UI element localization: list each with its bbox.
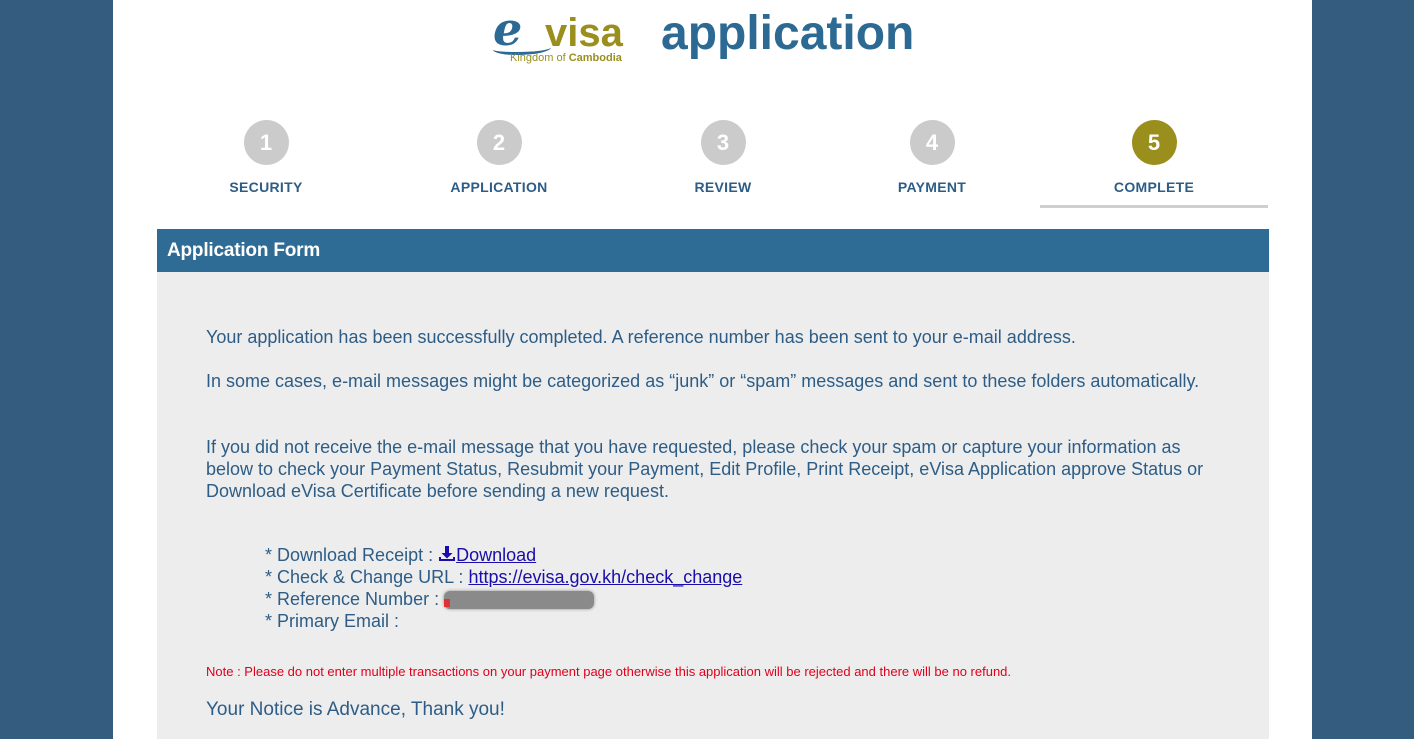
reference-row bbox=[265, 588, 742, 610]
receipt-row bbox=[265, 544, 742, 566]
logo-sub-country: Cambodia bbox=[568, 52, 622, 64]
email-label: * Primary Email : bbox=[265, 611, 400, 631]
step-label: APPLICATION bbox=[450, 179, 548, 195]
step-label: PAYMENT bbox=[897, 179, 967, 195]
app-title: application bbox=[661, 7, 915, 60]
form-body bbox=[157, 272, 1269, 739]
step-payment bbox=[832, 120, 1032, 195]
step-label: REVIEW bbox=[694, 179, 752, 195]
step-complete bbox=[1054, 120, 1254, 195]
logo-e: e bbox=[493, 2, 523, 56]
redacted-reference-number bbox=[444, 591, 594, 609]
step-number-circle: 2 bbox=[477, 120, 522, 165]
logo-subtitle bbox=[510, 52, 622, 64]
step-number-circle: 4 bbox=[910, 120, 955, 165]
step-number-circle: 5 bbox=[1132, 120, 1177, 165]
logo-visa: visa bbox=[545, 11, 623, 55]
download-link-text: Download bbox=[456, 545, 537, 565]
success-message: Your application has been successfully completed. A reference number has been sent to your e-mail address. bbox=[206, 327, 1076, 347]
download-receipt-link[interactable] bbox=[438, 545, 536, 565]
thank-you-message: Your Notice is Advance, Thank you! bbox=[206, 699, 505, 720]
logo-sub-prefix: Kingdom of bbox=[510, 52, 566, 64]
download-icon bbox=[438, 545, 456, 563]
spam-notice: In some cases, e-mail messages might be categorized as “junk” or “spam” messages and sent to these folders automatically. bbox=[206, 371, 1200, 391]
page-container bbox=[113, 0, 1312, 739]
step-review bbox=[623, 120, 823, 195]
application-info bbox=[265, 544, 742, 632]
check-change-link[interactable]: https://evisa.gov.kh/check_change bbox=[468, 567, 743, 587]
step-label: SECURITY bbox=[229, 179, 303, 195]
check-url-label: * Check & Change URL : bbox=[265, 567, 469, 587]
evisa-logo[interactable] bbox=[493, 2, 943, 70]
redaction-mark bbox=[444, 599, 450, 607]
form-title: Application Form bbox=[157, 229, 1269, 272]
reference-label: * Reference Number : bbox=[265, 589, 445, 609]
step-number-circle: 1 bbox=[244, 120, 289, 165]
step-label: COMPLETE bbox=[1113, 179, 1195, 195]
receipt-label: * Download Receipt : bbox=[265, 545, 439, 565]
step-application bbox=[399, 120, 599, 195]
active-step-underline bbox=[1040, 205, 1268, 208]
resend-instructions: If you did not receive the e-mail message that you have requested, please check your spam or capture your information as below to check your Payment Status, Resubmit your Payment, Edit Profile, Print Receipt, eVisa Application approve Status or Download eVisa Certificate before sending a new request. bbox=[206, 437, 1204, 501]
refund-warning: Note : Please do not enter multiple transactions on your payment page otherwise this application will be rejected and there will be no refund. bbox=[206, 664, 1012, 679]
step-number-circle: 3 bbox=[701, 120, 746, 165]
step-security bbox=[166, 120, 366, 195]
check-url-row bbox=[265, 566, 742, 588]
email-row bbox=[265, 610, 742, 632]
